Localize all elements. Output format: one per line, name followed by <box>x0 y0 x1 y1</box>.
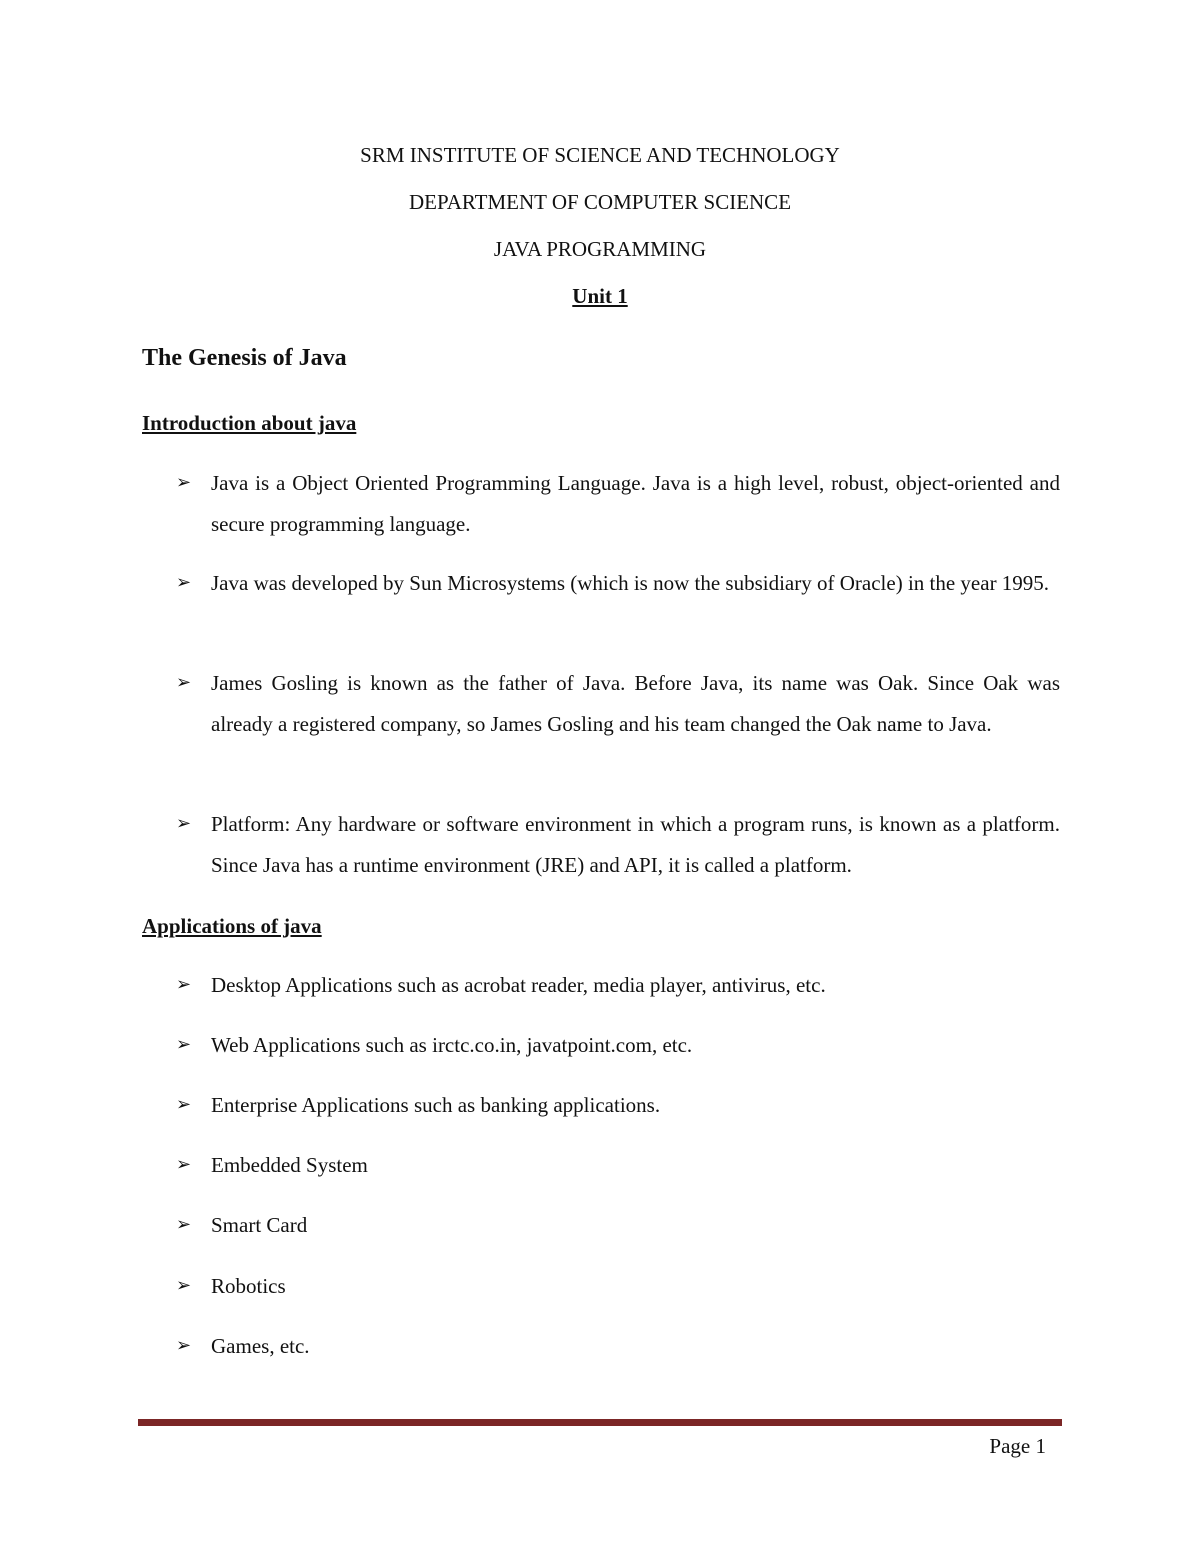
arrow-bullet-icon: ➢ <box>176 1335 192 1356</box>
list-item-text: Web Applications such as irctc.co.in, javatpoint.com, etc. <box>211 1033 693 1057</box>
list-item <box>176 1025 1060 1066</box>
course-name: JAVA PROGRAMMING <box>493 237 707 261</box>
institute-name: SRM INSTITUTE OF SCIENCE AND TECHNOLOGY <box>360 143 840 167</box>
arrow-bullet-icon: ➢ <box>176 1154 192 1175</box>
list-item-text: Robotics <box>211 1274 286 1298</box>
arrow-bullet-icon: ➢ <box>176 472 192 493</box>
arrow-bullet-icon: ➢ <box>176 974 192 995</box>
applications-heading: Applications of java <box>142 914 322 938</box>
list-item-text: Enterprise Applications such as banking applications. <box>211 1093 661 1117</box>
list-item <box>176 663 1060 744</box>
list-item <box>176 804 1060 885</box>
intro-heading: Introduction about java <box>142 411 357 435</box>
list-item-text: Java was developed by Sun Microsystems (which is now the subsidiary of Oracle) in the year 1995. <box>211 571 1050 595</box>
arrow-bullet-icon: ➢ <box>176 1094 192 1115</box>
list-item <box>176 1145 1060 1186</box>
unit-text: Unit 1 <box>572 284 628 308</box>
arrow-bullet-icon: ➢ <box>176 572 192 593</box>
arrow-bullet-icon: ➢ <box>176 1214 192 1235</box>
list-item <box>176 463 1060 544</box>
arrow-bullet-icon: ➢ <box>176 1275 192 1296</box>
list-item-text: Desktop Applications such as acrobat reader, media player, antivirus, etc. <box>211 973 826 997</box>
arrow-bullet-icon: ➢ <box>176 1034 192 1055</box>
department-name: DEPARTMENT OF COMPUTER SCIENCE <box>408 190 792 214</box>
page-number: Page 1 <box>989 1434 1046 1458</box>
arrow-bullet-icon: ➢ <box>176 813 192 834</box>
list-item-text: Java is a Object Oriented Programming Language. Java is a high level, robust, object-oriented and secure programming language. <box>211 471 1060 536</box>
list-item-text: Embedded System <box>211 1153 368 1177</box>
list-item <box>176 1266 1060 1307</box>
list-item-text: Smart Card <box>211 1213 308 1237</box>
arrow-bullet-icon: ➢ <box>176 672 192 693</box>
list-item-text: Platform: Any hardware or software environment in which a program runs, is known as a platform. Since Java has a runtime environment (JRE) and API, it is called a platform. <box>211 812 1060 877</box>
list-item-text: Games, etc. <box>211 1334 310 1358</box>
list-item-text: James Gosling is known as the father of Java. Before Java, its name was Oak. Since Oak was already a registered company, so James Gosling and his team changed the Oak name to Java. <box>211 671 1060 736</box>
footer-divider <box>138 1419 1062 1426</box>
list-item <box>176 563 1060 604</box>
unit-label <box>0 283 1200 309</box>
list-item <box>176 1326 1060 1367</box>
list-item <box>176 965 1060 1006</box>
list-item <box>176 1085 1060 1126</box>
list-item <box>176 1205 1060 1246</box>
page-title: The Genesis of Java <box>142 345 347 371</box>
